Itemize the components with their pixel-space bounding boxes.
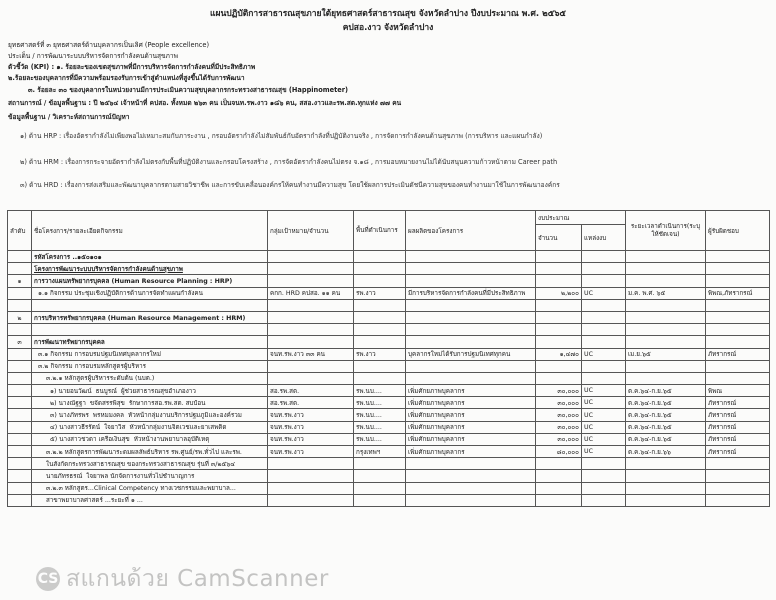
table-cell-target: จนท.รพ.งาว: [268, 433, 354, 445]
table-cell-source: [582, 263, 626, 275]
table-cell-output: มีการบริหารจัดการกำลังคนที่มีประสิทธิภาพ: [406, 287, 536, 299]
table-cell-amount: [536, 482, 582, 494]
table-cell-target: จนท.รพ.งาว: [268, 421, 354, 433]
table-cell-project: การวางแผนทรัพยากรบุคคล (Human Resource Planning : HRP): [32, 275, 268, 287]
table-cell-owner: ภัทรากรณ์: [706, 433, 770, 445]
table-cell-source: UC: [582, 409, 626, 421]
table-cell-amount: [536, 470, 582, 482]
table-cell-no: [8, 409, 32, 421]
table-cell-no: [8, 470, 32, 482]
col-header-output: ผลผลิตของโครงการ: [406, 211, 536, 251]
table-row: [8, 446, 770, 458]
table-cell-target: สอ.รพ.สต.: [268, 385, 354, 397]
table-cell-period: [626, 324, 706, 336]
table-cell-period: [626, 263, 706, 275]
table-cell-amount: [536, 360, 582, 372]
table-cell-owner: [706, 275, 770, 287]
table-cell-output: [406, 275, 536, 287]
table-cell-area: [354, 251, 406, 263]
col-header-source: แหล่งงบ: [582, 225, 626, 251]
table-cell-area: [354, 324, 406, 336]
table-cell-output: บุคลากรใหม่ได้รับการปฐมนิเทศทุกคน: [406, 348, 536, 360]
table-cell-owner: [706, 336, 770, 348]
table-cell-source: [582, 251, 626, 263]
table-cell-amount: [536, 251, 582, 263]
table-cell-no: [8, 251, 32, 263]
table-cell-area: รพ.นบ....: [354, 433, 406, 445]
table-cell-source: [582, 311, 626, 323]
table-cell-source: [582, 324, 626, 336]
table-cell-owner: ภัทรากรณ์: [706, 348, 770, 360]
table-cell-source: UC: [582, 287, 626, 299]
table-cell-target: [268, 311, 354, 323]
table-cell-period: [626, 336, 706, 348]
table-row: [8, 397, 770, 409]
table-row: [8, 409, 770, 421]
table-cell-amount: [536, 372, 582, 384]
table-cell-target: [268, 482, 354, 494]
table-cell-owner: ภัทรากรณ์: [706, 397, 770, 409]
table-row: [8, 348, 770, 360]
table-cell-source: UC: [582, 397, 626, 409]
table-cell-target: [268, 458, 354, 470]
table-cell-amount: ๑,๔๗๐: [536, 348, 582, 360]
col-header-target: กลุ่มเป้าหมาย/จำนวน: [268, 211, 354, 251]
table-cell-period: [626, 372, 706, 384]
table-cell-area: รพ.งาว: [354, 287, 406, 299]
table-row: [8, 275, 770, 287]
table-cell-period: [626, 482, 706, 494]
table-cell-output: [406, 299, 536, 311]
table-cell-no: [8, 482, 32, 494]
table-cell-area: [354, 311, 406, 323]
table-cell-amount: ๓๐,๐๐๐: [536, 433, 582, 445]
table-cell-area: รพ.นบ....: [354, 421, 406, 433]
table-cell-project: ๓.๒.๑ หลักสูตรผู้บริหารระดับต้น (นบต.): [32, 372, 268, 384]
table-cell-owner: พิพณ,ภัทรากรณ์: [706, 287, 770, 299]
hrd-line: ๓) ด้าน HRD : เรื่องการส่งเสริมและพัฒนาบุคลากรตามสายวิชาชีพ และการขับเคลื่อนองค์กรให้คนทำงานมีความสุข โดยใช้ผลการประเมินดัชนีความสุขของคนทำงานมาใช้ในการพัฒนาองค์กร: [20, 181, 560, 189]
table-cell-output: [406, 458, 536, 470]
table-cell-output: เพิ่มศักยภาพบุคลากร: [406, 409, 536, 421]
table-cell-period: [626, 275, 706, 287]
table-cell-project: ๔) นางสาวธีรรัตน์ ใจยาวิส หัวหน้ากลุ่มงานจิตเวชและยาเสพติด: [32, 421, 268, 433]
table-cell-project: ๓.๒.๓ หลักสูตร...Clinical Competency ทางเวชกรรมและพยาบาล...: [32, 482, 268, 494]
table-cell-owner: [706, 372, 770, 384]
table-cell-owner: [706, 324, 770, 336]
table-cell-no: [8, 458, 32, 470]
table-cell-project: โครงการพัฒนาระบบบริหารจัดการกำลังคนด้านสุขภาพ: [32, 263, 268, 275]
table-cell-no: [8, 372, 32, 384]
table-cell-period: [626, 251, 706, 263]
kpi-line: ตัวชี้วัด (KPI) : ๑. ร้อยละของเขตสุขภาพที่มีการบริหารจัดการกำลังคนที่มีประสิทธิภาพ: [8, 63, 256, 71]
table-cell-owner: ภัทรากรณ์: [706, 446, 770, 458]
kpi3-line: ๓. ร้อยละ ๓๐ ของบุคลากรในหน่วยงานมีการประเมินความสุขบุคลากรกระทรวงสาธารณสุข (Happinometer): [28, 86, 349, 94]
table-cell-output: เพิ่มศักยภาพบุคลากร: [406, 397, 536, 409]
table-cell-source: UC: [582, 421, 626, 433]
table-row: [8, 263, 770, 275]
table-cell-source: [582, 275, 626, 287]
table-row: [8, 421, 770, 433]
table-cell-owner: [706, 263, 770, 275]
table-cell-project: ๑.๑ กิจกรรม ประชุมเชิงปฏิบัติการด้านการจัดทำแผนกำลังคน: [32, 287, 268, 299]
table-cell-area: รพ.นบ....: [354, 385, 406, 397]
table-cell-period: ต.ค.๖๔-ก.ย.๖๕: [626, 397, 706, 409]
table-cell-source: [582, 494, 626, 506]
table-cell-owner: [706, 482, 770, 494]
table-cell-no: [8, 299, 32, 311]
table-row: [8, 458, 770, 470]
table-row: [8, 470, 770, 482]
table-cell-output: [406, 470, 536, 482]
table-cell-output: [406, 311, 536, 323]
table-cell-no: [8, 494, 32, 506]
table-cell-amount: ๓๐,๐๐๐: [536, 409, 582, 421]
kpi2-line: ๒.ร้อยละของบุคลากรที่มีความพร้อมรองรับการเข้าสู่ตำแหน่งที่สูงขึ้นได้รับการพัฒนา: [8, 74, 245, 82]
table-row: [8, 482, 770, 494]
table-cell-project: ๓.๒ กิจกรรม การอบรมหลักสูตรผู้บริหาร: [32, 360, 268, 372]
table-cell-owner: [706, 458, 770, 470]
table-cell-project: นายภัทรธรณ์ ใจยาพล นักจัดการงานทั่วไปชำนาญการ: [32, 470, 268, 482]
plan-table-body: [8, 251, 770, 507]
table-cell-source: [582, 336, 626, 348]
table-cell-project: ๓.๒.๒ หลักสูตรการพัฒนาระดมผลลัพธ์บริหาร รพ.ศูนย์/รพ.ทั่วไป และรพ.: [32, 446, 268, 458]
table-cell-amount: ๒,๒๐๐: [536, 287, 582, 299]
table-cell-amount: [536, 299, 582, 311]
table-cell-no: [8, 348, 32, 360]
table-cell-output: [406, 372, 536, 384]
table-cell-area: [354, 360, 406, 372]
table-cell-amount: ๓๐,๐๐๐: [536, 397, 582, 409]
table-cell-area: รพ.งาว: [354, 348, 406, 360]
table-cell-amount: [536, 275, 582, 287]
table-cell-source: UC: [582, 348, 626, 360]
table-cell-no: ๒: [8, 311, 32, 323]
table-cell-area: [354, 458, 406, 470]
table-cell-source: [582, 360, 626, 372]
table-row: [8, 251, 770, 263]
issue-line: ประเด็น / การพัฒนาระบบบริหารจัดการกำลังคนด้านสุขภาพ: [8, 52, 178, 60]
table-cell-target: [268, 324, 354, 336]
table-cell-project: ๕) นางสาวชวดา เครือเงินสุข หัวหน้างานพยาบาลอุบัติเหตุ: [32, 433, 268, 445]
table-cell-target: จนท.รพ.งาว: [268, 409, 354, 421]
table-cell-owner: [706, 311, 770, 323]
table-cell-owner: ภัทรากรณ์: [706, 421, 770, 433]
table-cell-source: UC: [582, 385, 626, 397]
table-cell-owner: ภัทรากรณ์: [706, 409, 770, 421]
col-header-budget: งบประมาณ: [536, 211, 626, 225]
table-cell-amount: [536, 311, 582, 323]
table-cell-owner: [706, 360, 770, 372]
table-cell-target: [268, 299, 354, 311]
table-cell-period: ต.ค.๖๔-ก.ย.๖๕: [626, 409, 706, 421]
table-cell-no: [8, 433, 32, 445]
table-cell-source: UC: [582, 433, 626, 445]
col-header-project: ชื่อโครงการ/รายละเอียดกิจกรรม: [32, 211, 268, 251]
table-cell-period: ต.ค.๖๔-ก.ย.๖๕: [626, 433, 706, 445]
table-cell-no: [8, 263, 32, 275]
table-cell-no: [8, 385, 32, 397]
table-cell-output: [406, 263, 536, 275]
col-header-owner: ผู้รับผิดชอบ: [706, 211, 770, 251]
hrm-line: ๒) ด้าน HRM : เรื่องการกระจายอัตรากำลังไม่ตรงกับพื้นที่ปฏิบัติงานและกรอบโครงสร้าง , การจัดอัตรากำลังคนไม่ตรง จ.๑๘ , การมอบหมายงานไม่ได้นับสนุนความก้าวหน้าตาม Career path: [20, 158, 558, 166]
col-header-area: พื้นที่ดำเนินการ: [354, 211, 406, 251]
table-row: [8, 433, 770, 445]
table-cell-target: [268, 470, 354, 482]
table-cell-no: ๓: [8, 336, 32, 348]
col-header-period: ระยะเวลาดำเนินการ(ระบุให้ชัดเจน): [626, 211, 706, 251]
table-cell-amount: [536, 458, 582, 470]
table-cell-project: สาขาพยาบาลศาสตร์ ...ระยะที่ ๑ ...: [32, 494, 268, 506]
table-cell-period: เม.ย.๖๕: [626, 348, 706, 360]
page-subtitle: คปสอ.งาว จังหวัดลำปาง: [342, 23, 434, 33]
page-title: แผนปฏิบัติการสาธารณสุขภายใต้ยุทธศาสตร์สาธารณสุข จังหวัดลำปาง ปีงบประมาณ พ.ศ. ๒๕๖๕: [210, 9, 566, 19]
table-cell-project: ๓) นางภัทรพร พรหมมงคล หัวหน้ากลุ่มงานบริการปฐมภูมิและองค์รวม: [32, 409, 268, 421]
table-row: [8, 299, 770, 311]
table-cell-source: [582, 458, 626, 470]
table-row: [8, 360, 770, 372]
table-cell-project: ในสังกัดกระทรวงสาธารณสุข ของกระทรวงสาธารณสุข รุ่นที่ ๓/๒๕๖๔: [32, 458, 268, 470]
table-cell-owner: [706, 494, 770, 506]
table-cell-area: [354, 336, 406, 348]
table-cell-target: [268, 372, 354, 384]
table-cell-area: [354, 299, 406, 311]
analysis-heading: ข้อมูลพื้นฐาน / วิเคราะห์สถานการณ์ปัญหา: [8, 113, 130, 121]
table-row: [8, 324, 770, 336]
table-cell-area: [354, 263, 406, 275]
table-cell-no: [8, 324, 32, 336]
table-cell-amount: ๓๐,๐๐๐: [536, 421, 582, 433]
col-header-no: ลำดับ: [8, 211, 32, 251]
situation-line: สถานการณ์ / ข้อมูลพื้นฐาน : ปี ๒๕๖๔ เจ้าหน้าที่ คปสอ. ทั้งหมด ๒๖๓ คน เป็นจนท.รพ.งาว ๑๘๖ คน, สสอ.งาวและรพ.สต.ทุกแห่ง ๗๗ คน: [8, 99, 402, 107]
table-cell-output: เพิ่มศักยภาพบุคลากร: [406, 385, 536, 397]
table-cell-project: การพัฒนาทรัพยากรบุคคล: [32, 336, 268, 348]
table-cell-target: [268, 360, 354, 372]
table-cell-no: ๑: [8, 275, 32, 287]
table-cell-owner: พิพณ: [706, 385, 770, 397]
table-cell-period: ต.ค.๖๔-ก.ย.๖๕: [626, 385, 706, 397]
table-cell-source: [582, 299, 626, 311]
table-cell-target: จนท.รพ.งาว: [268, 446, 354, 458]
table-cell-period: ม.ค. พ.ศ. ๖๕: [626, 287, 706, 299]
table-cell-area: รพ.นบ....: [354, 397, 406, 409]
table-cell-source: [582, 482, 626, 494]
table-cell-no: [8, 287, 32, 299]
table-cell-period: [626, 299, 706, 311]
table-cell-no: [8, 421, 32, 433]
table-cell-output: [406, 251, 536, 263]
camscanner-watermark: [36, 566, 336, 592]
table-cell-period: [626, 360, 706, 372]
table-cell-amount: [536, 263, 582, 275]
table-cell-output: [406, 360, 536, 372]
table-cell-project: ๒) นางณัฐฐา ขจัดสรรพิสุข รักษาการสอ.รพ.สต. สบป๋อน: [32, 397, 268, 409]
table-cell-period: ต.ค.๖๔-ก.ย.๖๕: [626, 421, 706, 433]
table-cell-output: [406, 494, 536, 506]
table-cell-target: [268, 275, 354, 287]
table-cell-target: [268, 336, 354, 348]
table-cell-amount: ๘๐,๐๐๐: [536, 446, 582, 458]
table-row: [8, 336, 770, 348]
table-cell-output: เพิ่มศักยภาพบุคลากร: [406, 421, 536, 433]
table-cell-owner: [706, 251, 770, 263]
table-cell-target: [268, 494, 354, 506]
table-row: [8, 494, 770, 506]
table-cell-area: [354, 275, 406, 287]
table-cell-target: สอ.รพ.สต.: [268, 397, 354, 409]
table-cell-output: [406, 482, 536, 494]
table-cell-amount: [536, 324, 582, 336]
table-cell-project: ๑) นายอนวัฒน์ ธนบูรณ์ ผู้ช่วยสาธารณสุขอำเภองาว: [32, 385, 268, 397]
table-cell-period: [626, 470, 706, 482]
strategy-line: ยุทธศาสตร์ที่ ๓ ยุทธศาสตร์ด้านบุคลากรเป็นเลิศ (People excellence): [8, 41, 210, 49]
table-cell-project: [32, 299, 268, 311]
table-cell-source: [582, 372, 626, 384]
table-cell-area: กรุงเทพฯ: [354, 446, 406, 458]
table-row: [8, 372, 770, 384]
table-cell-output: เพิ่มศักยภาพบุคลากร: [406, 446, 536, 458]
table-cell-area: [354, 494, 406, 506]
table-cell-area: [354, 482, 406, 494]
table-cell-project: รหัสโครงการ ..๑๕๐๑๐๑: [32, 251, 268, 263]
table-cell-owner: [706, 299, 770, 311]
table-cell-target: [268, 263, 354, 275]
table-cell-period: ต.ค.๖๔-ก.ย.๖๖: [626, 446, 706, 458]
table-cell-target: จนท.รพ.งาว ๓๓ คน: [268, 348, 354, 360]
table-cell-target: คกก. HRD คปสอ. ๑๑ คน: [268, 287, 354, 299]
table-cell-period: [626, 458, 706, 470]
table-cell-amount: [536, 336, 582, 348]
table-cell-project: ๓.๑ กิจกรรม การอบรมปฐมนิเทศบุคลากรใหม่: [32, 348, 268, 360]
table-row: [8, 287, 770, 299]
table-cell-no: [8, 397, 32, 409]
camscanner-logo-icon: CS: [36, 567, 60, 591]
watermark-text: สแกนด้วย CamScanner: [66, 566, 329, 592]
table-cell-period: [626, 311, 706, 323]
table-cell-amount: [536, 494, 582, 506]
table-row: [8, 311, 770, 323]
table-cell-source: UC: [582, 446, 626, 458]
table-cell-period: [626, 494, 706, 506]
table-cell-output: [406, 324, 536, 336]
table-cell-output: [406, 336, 536, 348]
table-cell-owner: [706, 470, 770, 482]
table-cell-amount: ๓๐,๐๐๐: [536, 385, 582, 397]
plan-table: [7, 210, 770, 507]
table-cell-target: [268, 251, 354, 263]
table-row: [8, 385, 770, 397]
table-cell-source: [582, 470, 626, 482]
hrp-line: ๑) ด้าน HRP : เรื่องอัตรากำลังไม่เพียงพอไม่เหมาะสมกับภาระงาน , กรอบอัตรากำลังไม่สัมพันธ์กับอัตรากำลังที่ปฏิบัติงานจริง , การจัดการกำลังคนด้านสุขภาพ (การบริหาร และแผนกำลัง): [20, 132, 543, 140]
table-cell-project: [32, 324, 268, 336]
table-cell-area: รพ.นบ....: [354, 409, 406, 421]
table-cell-project: การบริหารทรัพยากรบุคคล (Human Resource Management : HRM): [32, 311, 268, 323]
table-cell-no: [8, 360, 32, 372]
table-cell-no: [8, 446, 32, 458]
table-cell-area: [354, 372, 406, 384]
table-cell-output: เพิ่มศักยภาพบุคลากร: [406, 433, 536, 445]
col-header-amount: จำนวน: [536, 225, 582, 251]
table-cell-area: [354, 470, 406, 482]
